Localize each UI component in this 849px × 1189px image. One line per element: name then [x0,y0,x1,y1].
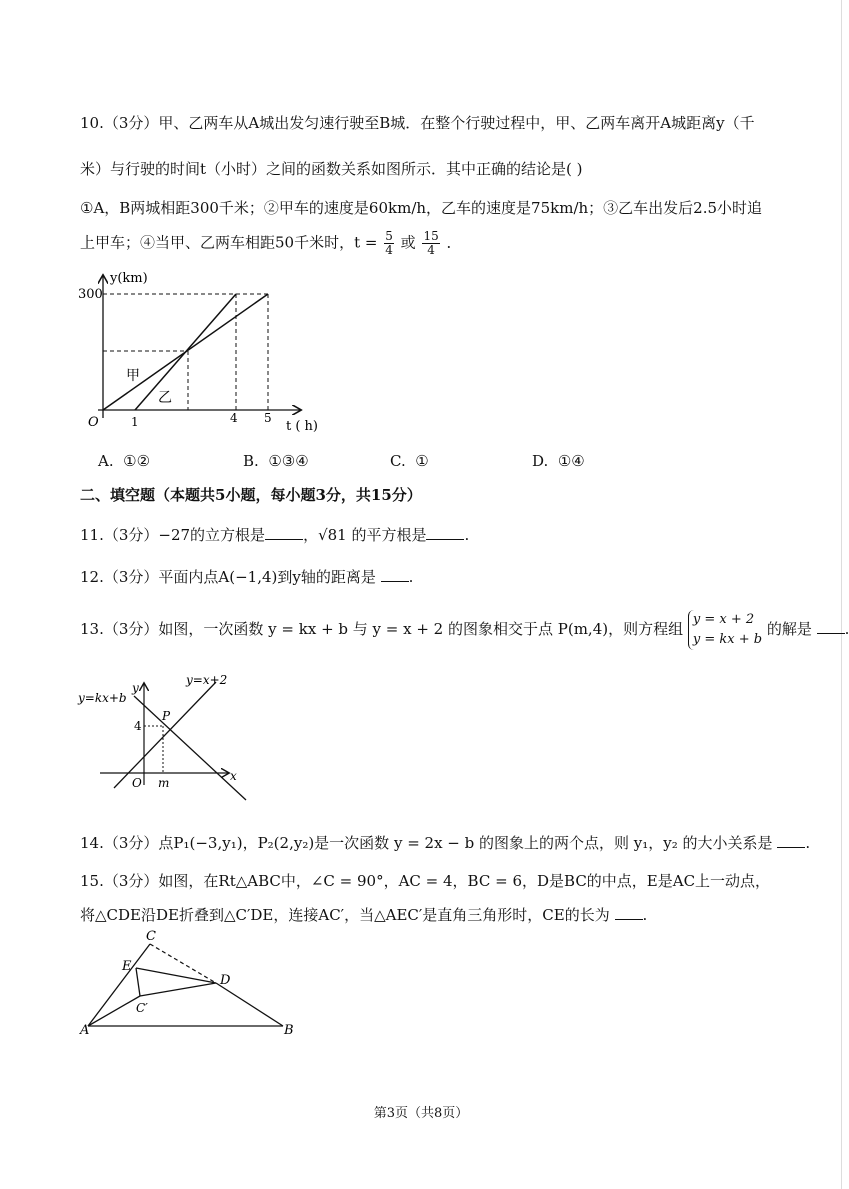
q14-pre: 14.（3分）点P₁(−3,y₁)，P₂(2,y₂)是一次函数 y = 2x − b 的图象上的两个点，则 y₁，y₂ 的大小关系是 [80,834,773,852]
frac2-num: 15 [423,229,439,243]
q13-post: 的解是 [766,620,812,638]
option-b-text: ①③④ [268,452,309,470]
q13-graph [78,670,268,806]
q13-blank[interactable] [817,619,845,634]
option-a[interactable] [98,452,150,470]
frac1-num: 5 [385,229,393,243]
label-x-plus-2: y=x+2 [186,673,228,687]
q13-y-label: y [132,681,139,695]
q10-end: ． [446,233,462,252]
q13 [80,610,849,650]
q15-figure [78,928,308,1040]
q12-end: . [408,568,414,586]
label-yi: 乙 [158,390,172,406]
q10-graph [78,268,338,438]
q15-blank[interactable] [615,905,643,920]
tick-4: 4 [230,411,238,425]
q13-end: . [844,620,849,638]
q13-x-label: x [230,769,237,783]
option-c[interactable] [390,452,429,470]
fraction-15-4 [422,230,439,257]
q11-end: . [464,526,470,544]
frac1-den: 4 [385,243,393,257]
q13-origin: O [132,776,142,790]
fraction-5-4 [384,230,394,257]
q13-tick-4: 4 [134,719,142,733]
y-axis-label: y(km) [110,271,148,286]
option-a-letter: A. [98,452,114,470]
segment-ec-prime [136,968,140,996]
page-edge [841,0,842,1189]
q14-blank[interactable] [777,833,805,848]
q10-line1: 10.（3分）甲、乙两车从A城出发匀速行驶至B城．在整个行驶过程中，甲、乙两车离开A城距离y（千 [80,114,755,132]
q15-line2 [80,904,647,925]
option-d-text: ①④ [557,452,585,470]
segment-c-prime-d [140,983,216,996]
sys-eq-2: y = kx + b [692,632,763,647]
vertex-a: A [80,1023,90,1038]
q10-line4 [80,230,462,257]
q14-end: . [805,834,811,852]
q12-blank[interactable] [381,567,409,582]
origin-label: O [88,415,99,430]
option-c-text: ① [415,452,429,470]
q13-pre: 13.（3分）如图，一次函数 y = kx + b 与 y = x + 2 的图象相交于点 P(m,4)，则方程组 [80,620,684,638]
option-d-letter: D. [532,452,549,470]
option-a-text: ①② [123,452,151,470]
q11-blank-1[interactable] [265,525,303,540]
q10-or: 或 [400,233,416,252]
page-footer: 第3页（共8页） [373,1106,469,1121]
option-d[interactable] [532,452,585,470]
segment-ed [136,968,216,983]
q13-tick-m: m [158,776,170,790]
q12-pre: 12.（3分）平面内点A(−1,4)到y轴的距离是 [80,568,376,586]
point-p-label: P [162,709,171,723]
q11-mid: ，√81 的平方根是 [303,526,427,544]
frac2-den: 4 [427,243,435,257]
vertex-c-prime: C′ [136,1001,148,1015]
q14 [80,832,810,853]
q11 [80,524,469,545]
segment-ac-prime [88,996,140,1026]
label-jia: 甲 [126,368,140,384]
option-b[interactable] [243,452,309,470]
vertex-e: E [122,959,132,974]
q10-line2: 米）与行驶的时间t（小时）之间的函数关系如图所示．其中正确的结论是( ) [80,160,583,178]
vertex-d: D [220,973,231,988]
q10-line4-pre: 上甲车；④当甲、乙两车相距50千米时，t = [80,233,378,252]
option-c-letter: C. [390,452,406,470]
tick-300: 300 [78,287,103,302]
vertex-b: B [284,1023,294,1038]
line-y-kx-plus-b [134,696,246,800]
segment-db [216,983,283,1026]
q15-end: . [642,906,648,924]
q12 [80,566,413,587]
q11-pre: 11.（3分）−27的立方根是 [80,526,266,544]
line-y-x-plus-2 [114,682,216,788]
option-b-letter: B. [243,452,259,470]
tick-1: 1 [131,415,139,429]
equation-system [688,610,762,650]
q10-line3: ①A，B两城相距300千米；②甲车的速度是60km/h，乙车的速度是75km/h；③乙车出发后2.5小时追 [80,199,763,217]
label-kx-b: y=kx+b [78,691,127,705]
sys-eq-1: y = x + 2 [692,612,755,627]
section-2-title: 二、填空题（本题共5小题，每小题3分，共15分） [80,486,422,504]
x-axis-label: t ( h) [286,419,319,434]
vertex-c: C [146,929,156,944]
tick-5: 5 [264,411,272,425]
q11-blank-2[interactable] [426,525,464,540]
line-yi [135,294,236,410]
q15-line2-pre: 将△CDE沿DE折叠到△C′DE，连接AC′，当△AEC′是直角三角形时，CE的长为 [80,906,610,924]
q15-line1: 15.（3分）如图，在Rt△ABC中，∠C = 90°，AC = 4，BC = 6，D是BC的中点，E是AC上一动点， [80,872,771,890]
